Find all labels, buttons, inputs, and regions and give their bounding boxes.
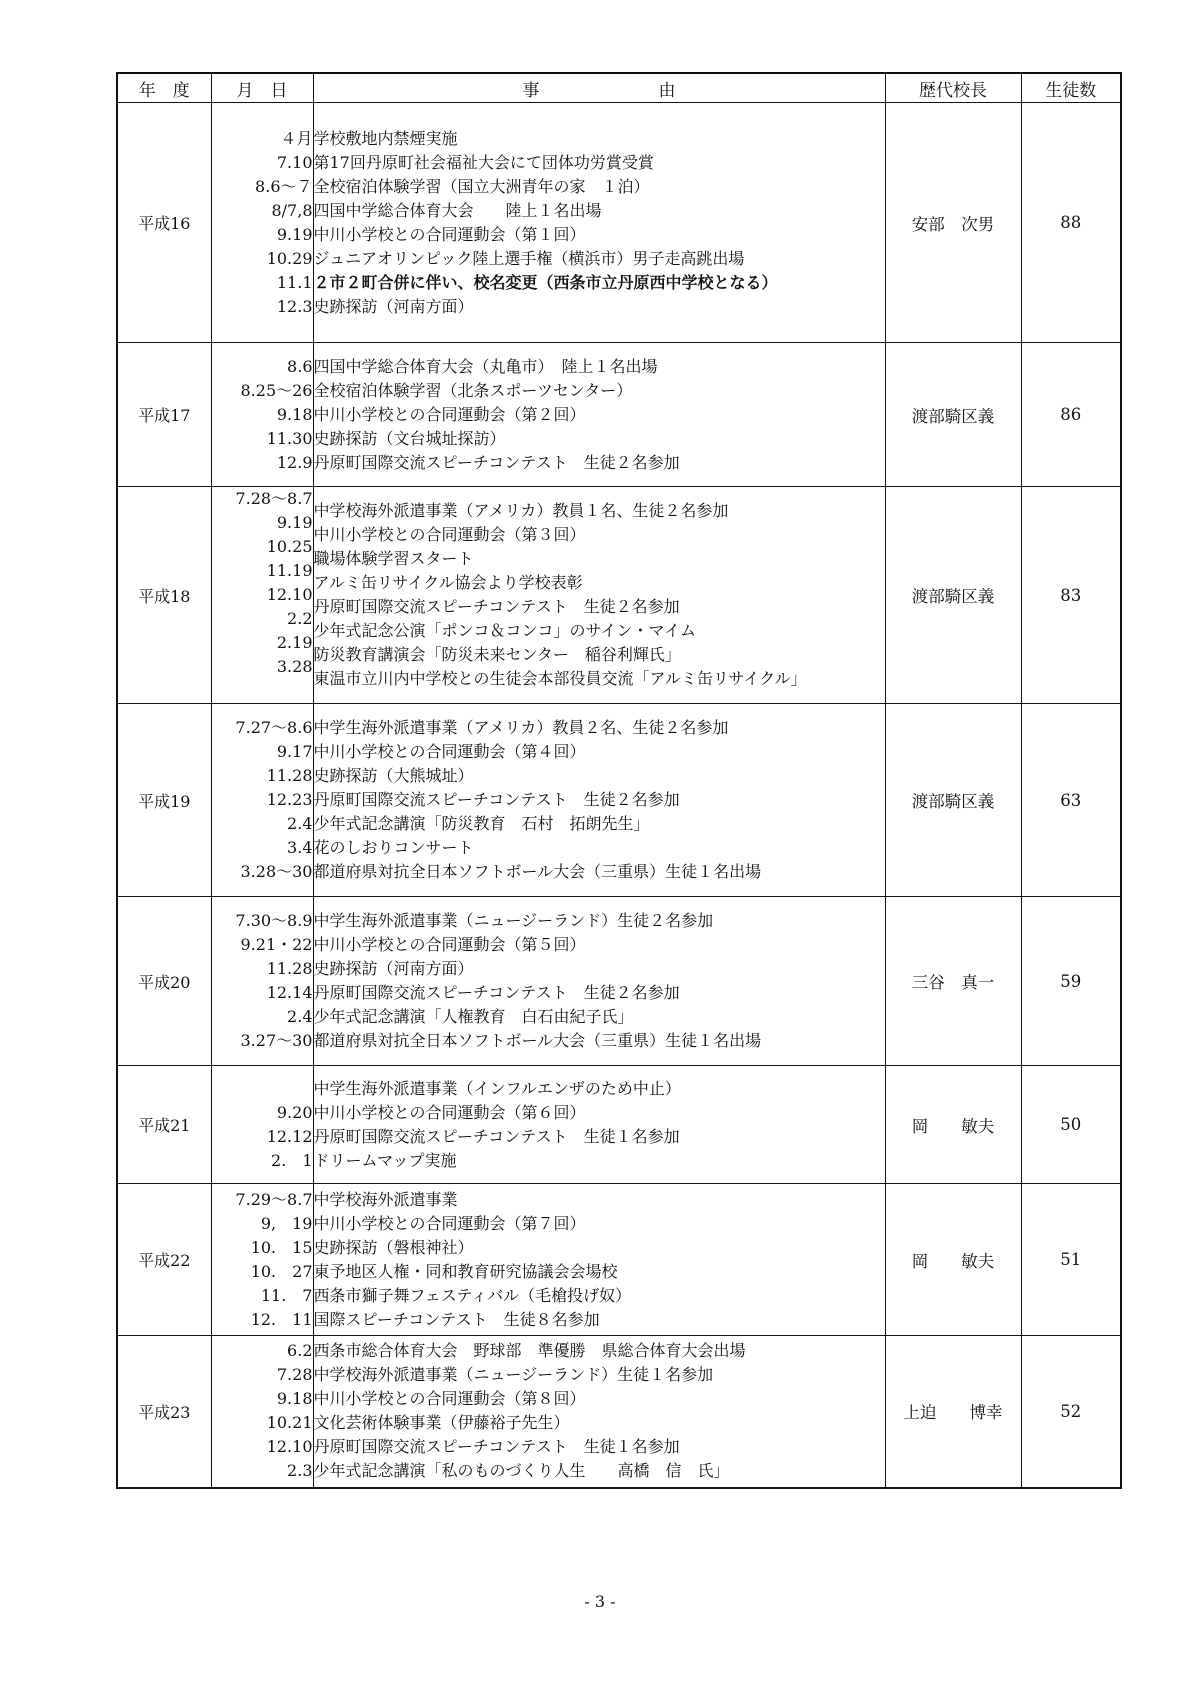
entry-date: 6.2 bbox=[287, 1341, 313, 1361]
entry-date: 11.19 bbox=[266, 561, 313, 580]
entry-date: 8.6～７ bbox=[255, 176, 313, 196]
date-cell bbox=[211, 343, 313, 487]
entry-event: 中学生海外派遣事業（アメリカ）教員２名、生徒２名参加 bbox=[313, 718, 729, 737]
date-cell bbox=[211, 487, 313, 704]
entry-date: 7.30～8.9 bbox=[235, 911, 313, 930]
entry-event: 史跡探訪（大熊城址） bbox=[313, 766, 474, 785]
table-row bbox=[117, 704, 1121, 897]
year-cell: 平成20 bbox=[117, 897, 211, 1066]
entry-date: 9.17 bbox=[276, 742, 313, 761]
entry-date: 11.28 bbox=[266, 766, 313, 785]
entry-event: 東温市立川内中学校との生徒会本部役員交流「アルミ缶リサイクル」 bbox=[313, 669, 807, 688]
entry-date: 12.12 bbox=[266, 1126, 313, 1146]
header-principal: 歴代校長 bbox=[885, 73, 1021, 103]
entry-date: 7.27～8.6 bbox=[235, 718, 313, 737]
entry-date: 2.2 bbox=[287, 609, 313, 628]
principal-cell: 岡 敏夫 bbox=[885, 1066, 1021, 1184]
entry-event: 中学生海外派遣事業（インフルエンザのため中止） bbox=[313, 1078, 681, 1098]
event-cell bbox=[313, 487, 885, 704]
entry-event: アルミ缶リサイクル協会より学校表彰 bbox=[313, 573, 583, 592]
entry-event: 西条市総合体育大会 野球部 準優勝 県総合体育大会出場 bbox=[313, 1341, 746, 1361]
year-cell: 平成19 bbox=[117, 704, 211, 897]
principal-cell: 渡部騎区義 bbox=[885, 704, 1021, 897]
entry-event: 学校敷地内禁煙実施 bbox=[313, 128, 458, 148]
entry-date: 12. 11 bbox=[250, 1309, 313, 1329]
entry-event: 都道府県対抗全日本ソフトボール大会（三重県）生徒１名出場 bbox=[313, 862, 762, 881]
year-cell: 平成22 bbox=[117, 1184, 211, 1336]
entry-event: 四国中学総合体育大会（丸亀市） 陸上１名出場 bbox=[313, 356, 658, 376]
entry-date: 11.30 bbox=[266, 428, 313, 448]
entry-event: ２市２町合併に伴い、校名変更（西条市立丹原西中学校となる） bbox=[313, 272, 778, 292]
year-cell: 平成21 bbox=[117, 1066, 211, 1184]
entry-event: 少年式記念講演「防災教育 石村 拓朗先生」 bbox=[313, 814, 650, 833]
entry-event: 花のしおりコンサート bbox=[313, 838, 474, 857]
entry-event: ジュニアオリンピック陸上選手権（横浜市）男子走高跳出場 bbox=[313, 248, 745, 268]
entry-date: 7.28 bbox=[276, 1365, 313, 1385]
entry-date: 9.21・22 bbox=[240, 935, 313, 954]
event-cell bbox=[313, 103, 885, 343]
entry-event: 丹原町国際交流スピーチコンテスト 生徒２名参加 bbox=[313, 597, 680, 616]
entry-event: 史跡探訪（文台城址探訪） bbox=[313, 428, 506, 448]
entry-date: 3.27～30 bbox=[240, 1031, 313, 1050]
table-row bbox=[117, 897, 1121, 1066]
event-cell bbox=[313, 1336, 885, 1488]
entry-event: 少年式記念公演「ポンコ＆コンコ」のサイン・マイム bbox=[313, 621, 697, 640]
entry-event: 丹原町国際交流スピーチコンテスト 生徒１名参加 bbox=[313, 1437, 680, 1457]
entry-event: 中学生海外派遣事業（ニュージーランド）生徒２名参加 bbox=[313, 911, 714, 930]
entry-event: 中川小学校との合同運動会（第２回） bbox=[313, 404, 586, 424]
entry-date: 12.9 bbox=[276, 452, 313, 472]
entry-event: 中川小学校との合同運動会（第４回） bbox=[313, 742, 586, 761]
entry-date: 12.3 bbox=[276, 296, 313, 316]
student-count-cell: 86 bbox=[1021, 343, 1121, 487]
entry-date: 9.20 bbox=[276, 1102, 313, 1122]
event-cell bbox=[313, 343, 885, 487]
entry-date: 7.28～8.7 bbox=[235, 489, 313, 508]
student-count-cell: 51 bbox=[1021, 1184, 1121, 1336]
entry-event: 丹原町国際交流スピーチコンテスト 生徒１名参加 bbox=[313, 1126, 680, 1146]
entry-event: 少年式記念講演「人権教育 白石由紀子氏」 bbox=[313, 1007, 634, 1026]
entry-date: 9.18 bbox=[276, 1389, 313, 1409]
entry-date: 9, 19 bbox=[260, 1213, 313, 1233]
entry-event: 丹原町国際交流スピーチコンテスト 生徒２名参加 bbox=[313, 983, 680, 1002]
student-count-cell: 83 bbox=[1021, 487, 1121, 704]
entry-date: 12.10 bbox=[266, 585, 313, 604]
date-cell bbox=[211, 103, 313, 343]
entry-event: 職場体験学習スタート bbox=[313, 549, 474, 568]
entry-event: 中川小学校との合同運動会（第３回） bbox=[313, 525, 586, 544]
principal-cell: 上迫 博幸 bbox=[885, 1336, 1021, 1488]
table-row bbox=[117, 1336, 1121, 1488]
event-cell bbox=[313, 1066, 885, 1184]
entry-event: 史跡探訪（河南方面） bbox=[313, 296, 474, 316]
student-count-cell: 63 bbox=[1021, 704, 1121, 897]
date-cell bbox=[211, 897, 313, 1066]
entry-date: 2.19 bbox=[276, 633, 313, 652]
entry-date: 12.23 bbox=[266, 790, 313, 809]
entry-date: 10.29 bbox=[266, 248, 313, 268]
entry-date: 7.10 bbox=[276, 152, 313, 172]
principal-cell: 渡部騎区義 bbox=[885, 343, 1021, 487]
table-body bbox=[117, 103, 1121, 1488]
principal-cell: 渡部騎区義 bbox=[885, 487, 1021, 704]
entry-event: 丹原町国際交流スピーチコンテスト 生徒２名参加 bbox=[313, 790, 680, 809]
table-row bbox=[117, 343, 1121, 487]
entry-event: 国際スピーチコンテスト 生徒８名参加 bbox=[313, 1309, 600, 1329]
entry-event: 中川小学校との合同運動会（第７回） bbox=[313, 1213, 586, 1233]
entry-event: 都道府県対抗全日本ソフトボール大会（三重県）生徒１名出場 bbox=[313, 1031, 762, 1050]
entry-event: 中川小学校との合同運動会（第１回） bbox=[313, 224, 586, 244]
entry-date: 7.29～8.7 bbox=[235, 1189, 313, 1209]
document-page bbox=[116, 72, 1120, 1489]
page-number: - 3 - bbox=[584, 1592, 616, 1611]
student-count-cell: 59 bbox=[1021, 897, 1121, 1066]
header-date: 月 日 bbox=[211, 73, 313, 103]
header-students: 生徒数 bbox=[1021, 73, 1121, 103]
entry-event: 中学校海外派遣事業（アメリカ）教員１名、生徒２名参加 bbox=[313, 501, 729, 520]
entry-date: 11. 7 bbox=[260, 1285, 313, 1305]
entry-event: 中学校海外派遣事業（ニュージーランド）生徒１名参加 bbox=[313, 1365, 714, 1385]
principal-cell: 岡 敏夫 bbox=[885, 1184, 1021, 1336]
entry-event: 中川小学校との合同運動会（第８回） bbox=[313, 1389, 586, 1409]
entry-event: 史跡探訪（磐根神社） bbox=[313, 1237, 474, 1257]
date-cell bbox=[211, 1336, 313, 1488]
entry-date: 9.18 bbox=[276, 404, 313, 424]
student-count-cell: 50 bbox=[1021, 1066, 1121, 1184]
entry-event: 史跡探訪（河南方面） bbox=[313, 959, 474, 978]
entry-event: 全校宿泊体験学習（国立大洲青年の家 １泊） bbox=[313, 176, 650, 196]
entry-date: 10. 15 bbox=[250, 1237, 313, 1257]
table-row bbox=[117, 103, 1121, 343]
entry-date: 8/7,8 bbox=[271, 200, 313, 220]
entry-event: 西条市獅子舞フェスティバル（毛槍投げ奴） bbox=[313, 1285, 632, 1305]
table-row bbox=[117, 487, 1121, 704]
date-cell bbox=[211, 704, 313, 897]
year-cell: 平成18 bbox=[117, 487, 211, 704]
entry-date: ４月 bbox=[280, 128, 313, 148]
entry-date: 2.3 bbox=[287, 1461, 313, 1481]
entry-event: 全校宿泊体験学習（北条スポーツセンター） bbox=[313, 380, 633, 400]
student-count-cell: 52 bbox=[1021, 1336, 1121, 1488]
entry-date: 12.10 bbox=[266, 1437, 313, 1457]
entry-date: 3.28～30 bbox=[240, 862, 313, 881]
entry-date: 10.25 bbox=[266, 537, 313, 556]
event-cell bbox=[313, 1184, 885, 1336]
entry-date: 2. 1 bbox=[271, 1150, 313, 1170]
table-header-row bbox=[117, 73, 1121, 103]
year-cell: 平成23 bbox=[117, 1336, 211, 1488]
entry-date: 3.4 bbox=[287, 838, 313, 857]
entry-event: 少年式記念講演「私のものづくり人生 高橋 信 氏」 bbox=[313, 1461, 730, 1481]
entry-event: 第17回丹原町社会福祉大会にて団体功労賞受賞 bbox=[313, 152, 654, 172]
entry-date: 9.19 bbox=[276, 224, 313, 244]
student-count-cell: 88 bbox=[1021, 103, 1121, 343]
entry-event: ドリームマップ実施 bbox=[313, 1150, 457, 1170]
principal-cell: 安部 次男 bbox=[885, 103, 1021, 343]
event-cell bbox=[313, 704, 885, 897]
entry-event: 中川小学校との合同運動会（第６回） bbox=[313, 1102, 586, 1122]
header-event: 事 由 bbox=[313, 73, 885, 103]
entry-date: 10. 27 bbox=[250, 1261, 313, 1281]
entry-event: 四国中学総合体育大会 陸上１名出場 bbox=[313, 200, 602, 220]
entry-date: 2.4 bbox=[287, 814, 313, 833]
entry-date: 8.25～26 bbox=[240, 380, 313, 400]
principal-cell: 三谷 真一 bbox=[885, 897, 1021, 1066]
event-cell bbox=[313, 897, 885, 1066]
entry-event: 丹原町国際交流スピーチコンテスト 生徒２名参加 bbox=[313, 452, 680, 472]
year-cell: 平成17 bbox=[117, 343, 211, 487]
header-year: 年 度 bbox=[117, 73, 211, 103]
entry-event: 文化芸術体験事業（伊藤裕子先生） bbox=[313, 1413, 570, 1433]
date-cell bbox=[211, 1184, 313, 1336]
entry-date: 11.28 bbox=[266, 959, 313, 978]
entry-date: 9.19 bbox=[276, 513, 313, 532]
table-row bbox=[117, 1066, 1121, 1184]
entry-date bbox=[212, 1077, 313, 1101]
entry-date: 12.14 bbox=[266, 983, 313, 1002]
date-cell bbox=[211, 1066, 313, 1184]
entry-date: 10.21 bbox=[266, 1413, 313, 1433]
entry-event: 中川小学校との合同運動会（第５回） bbox=[313, 935, 586, 954]
entry-date: 8.6 bbox=[287, 356, 313, 376]
entry-date: 2.4 bbox=[287, 1007, 313, 1026]
table-row bbox=[117, 1184, 1121, 1336]
entry-date: 11.1 bbox=[276, 272, 313, 292]
year-cell: 平成16 bbox=[117, 103, 211, 343]
date-spacer bbox=[212, 679, 313, 703]
entry-event: 中学校海外派遣事業 bbox=[313, 1189, 458, 1209]
entry-event: 東予地区人権・同和教育研究協議会会場校 bbox=[313, 1261, 618, 1281]
entry-date: 3.28 bbox=[276, 657, 313, 676]
school-history-table bbox=[116, 72, 1122, 1489]
entry-event: 防災教育講演会「防災未来センター 稲谷利輝氏」 bbox=[313, 645, 681, 664]
